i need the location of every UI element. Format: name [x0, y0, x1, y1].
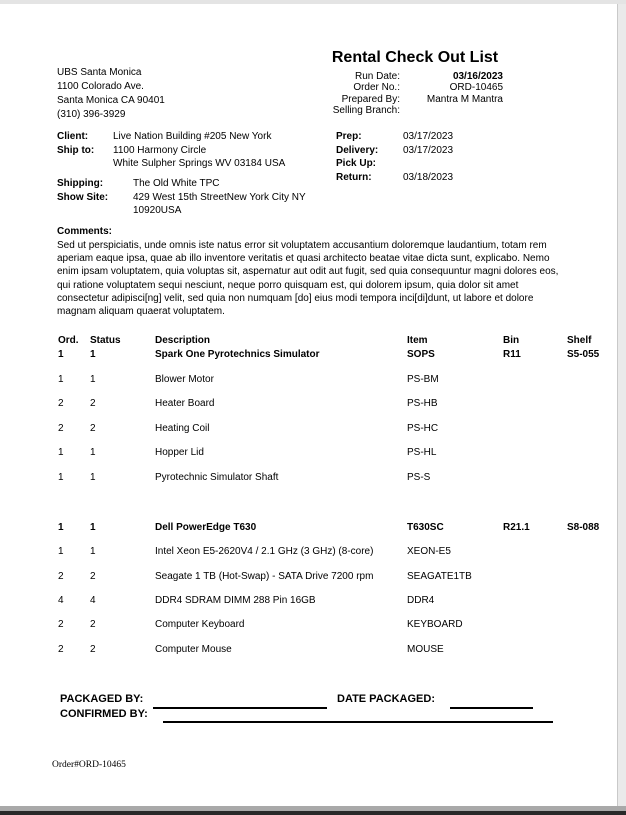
- table-header-row: [0, 335, 626, 348]
- selling-branch-label: Selling Branch:: [332, 105, 400, 117]
- order-no-label: Order No.:: [353, 82, 400, 94]
- cell-item: PS-HB: [407, 398, 438, 409]
- pick-up-label: Pick Up:: [336, 158, 377, 169]
- footer-order-ref: Order#ORD-10465: [52, 760, 126, 770]
- comments-text: Sed ut perspiciatis, unde omnis iste natus error sit voluptatem accusantium doloremque laudantium, totam rem aperiam eaque ipsa, quae ab illo inventore veritatis et quasi architecto beatae vitae dicta sunt, explicabo. Nemo enim ipsam voluptatem, quia voluptas sit, aspernatur aut odit aut fugit, sed quia consequuntur magni dolores eos, qui ratione voluptatem sequi nesciunt, neque porro quisquam est, qui dolorem ipsum, quia dolor sit amet consectetur adipisci[ng] velit, sed quia non numquam [do] eius modi tempora inci[di]dunt, ut labore et dolore magnam aliquam quaerat voluptatem.: [57, 240, 559, 318]
- delivery-label: Delivery:: [336, 144, 379, 156]
- cell-item: PS-S: [407, 472, 431, 483]
- table-row: [0, 398, 626, 411]
- company-address-line1: 1100 Colorado Ave.: [57, 81, 144, 92]
- cell-ord: 1: [58, 447, 64, 458]
- cell-status: 1: [90, 374, 96, 385]
- company-name: UBS Santa Monica: [57, 67, 142, 78]
- prep-label: Prep:: [336, 131, 362, 142]
- prepared-by-row: [300, 94, 503, 105]
- prepared-by-label: Prepared By:: [341, 93, 400, 105]
- cell-status: 1: [90, 349, 96, 360]
- cell-item: KEYBOARD: [407, 619, 463, 630]
- cell-item: PS-HC: [407, 423, 439, 434]
- cell-ord: 2: [58, 644, 64, 655]
- delivery-value: 03/17/2023: [403, 144, 454, 156]
- cell-status: 2: [90, 423, 96, 434]
- ship-to-row: [57, 144, 347, 158]
- cell-description: Heating Coil: [155, 423, 210, 434]
- viewer-bottom-bar: [0, 811, 626, 815]
- table-row: [0, 447, 626, 460]
- packaged-by-signature-line: [153, 707, 327, 709]
- cell-item: DDR4: [407, 595, 435, 606]
- cell-shelf: S5-055: [567, 349, 600, 360]
- cell-status: 1: [90, 546, 96, 557]
- run-date-label: Run Date:: [354, 71, 400, 82]
- cell-description: Dell PowerEdge T630: [155, 522, 257, 533]
- cell-ord: 1: [58, 522, 64, 533]
- cell-status: 1: [90, 447, 96, 458]
- cell-bin: R21.1: [503, 522, 530, 533]
- comments-label: Comments:: [57, 226, 113, 237]
- selling-branch-row: [300, 105, 503, 116]
- cell-description: Computer Mouse: [155, 644, 232, 655]
- run-date-value: 03/16/2023: [452, 71, 503, 82]
- date-packaged-label: DATE PACKAGED:: [337, 693, 435, 705]
- run-date-row: [300, 71, 503, 82]
- schedule-block: [336, 130, 516, 184]
- cell-description: Heater Board: [155, 398, 215, 409]
- cell-status: 1: [90, 522, 96, 533]
- header-ord: Ord.: [58, 335, 79, 346]
- return-value: 03/18/2023: [403, 171, 454, 183]
- order-meta-block: [300, 71, 503, 117]
- cell-description: Spark One Pyrotechnics Simulator: [155, 349, 320, 360]
- show-site-row: [57, 191, 377, 205]
- group-header-row: [0, 522, 626, 535]
- shipping-carrier: The Old White TPC: [133, 178, 220, 189]
- cell-ord: 2: [58, 619, 64, 630]
- table-row: [0, 374, 626, 387]
- pick-up-row: [336, 157, 516, 171]
- header-shelf: Shelf: [567, 335, 592, 346]
- order-no-value: ORD-10465: [449, 82, 503, 94]
- table-row: [0, 571, 626, 584]
- table-row: [0, 595, 626, 608]
- cell-ord: 1: [58, 374, 64, 385]
- cell-ord: 2: [58, 423, 64, 434]
- cell-item: XEON-E5: [407, 546, 451, 557]
- cell-ord: 2: [58, 571, 64, 582]
- prep-row: [336, 130, 516, 144]
- packaged-by-label: PACKAGED BY:: [60, 693, 144, 705]
- cell-ord: 4: [58, 595, 64, 606]
- client-label: Client:: [57, 131, 89, 142]
- cell-description: Blower Motor: [155, 374, 214, 385]
- cell-description: Pyrotechnic Simulator Shaft: [155, 472, 279, 483]
- order-no-row: [300, 82, 503, 93]
- cell-item: SEAGATE1TB: [407, 571, 472, 582]
- cell-description: DDR4 SDRAM DIMM 288 Pin 16GB: [155, 595, 316, 606]
- header-status: Status: [90, 335, 121, 346]
- ship-to-line2: White Sulpher Springs WV 03184 USA: [113, 158, 286, 169]
- date-packaged-line: [450, 707, 533, 709]
- selling-branch-value: [400, 105, 503, 116]
- cell-item: SOPS: [407, 349, 435, 360]
- cell-ord: 2: [58, 398, 64, 409]
- cell-description: Intel Xeon E5-2620V4 / 2.1 GHz (3 GHz) (8-core): [155, 546, 374, 557]
- shipping-block: [57, 177, 377, 218]
- show-site-line2: 10920USA: [133, 205, 182, 216]
- cell-ord: 1: [58, 546, 64, 557]
- cell-ord: 1: [58, 472, 64, 483]
- cell-bin: R11: [503, 349, 521, 360]
- shipping-label: Shipping:: [57, 178, 104, 189]
- viewer-top-margin: [0, 0, 626, 4]
- cell-ord: 1: [58, 349, 64, 360]
- cell-description: Hopper Lid: [155, 447, 204, 458]
- cell-item: MOUSE: [407, 644, 444, 655]
- show-site-row2: [57, 204, 377, 218]
- table-row: [0, 472, 626, 485]
- cell-item: T630SC: [407, 522, 444, 533]
- ship-to-row2: [57, 157, 347, 171]
- show-site-line1: 429 West 15th StreetNew York City NY: [133, 191, 306, 203]
- cell-status: 4: [90, 595, 96, 606]
- group-header-row: [0, 349, 626, 362]
- cell-shelf: S8-088: [567, 522, 600, 533]
- cell-item: PS-HL: [407, 447, 437, 458]
- confirmed-by-label: CONFIRMED BY:: [60, 708, 148, 720]
- prep-value: 03/17/2023: [403, 131, 454, 142]
- show-site-label: Show Site:: [57, 191, 109, 203]
- client-row: [57, 130, 347, 144]
- table-row: [0, 644, 626, 657]
- shipping-row: [57, 177, 377, 191]
- company-phone: (310) 396-3929: [57, 109, 126, 120]
- cell-status: 2: [90, 619, 96, 630]
- cell-status: 2: [90, 571, 96, 582]
- document-title: Rental Check Out List: [331, 49, 499, 66]
- cell-description: Seagate 1 TB (Hot-Swap) - SATA Drive 7200 rpm: [155, 571, 374, 582]
- table-row: [0, 546, 626, 559]
- client-name: Live Nation Building #205 New York: [113, 131, 272, 142]
- confirmed-by-signature-line: [163, 721, 553, 723]
- table-row: [0, 423, 626, 436]
- return-label: Return:: [336, 171, 372, 183]
- delivery-row: [336, 144, 516, 158]
- cell-status: 1: [90, 472, 96, 483]
- cell-status: 2: [90, 644, 96, 655]
- prepared-by-value: Mantra M Mantra: [426, 93, 503, 105]
- cell-status: 2: [90, 398, 96, 409]
- header-description: Description: [155, 335, 211, 346]
- cell-description: Computer Keyboard: [155, 619, 245, 630]
- header-item: Item: [407, 335, 428, 346]
- cell-item: PS-BM: [407, 374, 439, 385]
- ship-to-label: Ship to:: [57, 144, 95, 156]
- company-address-line2: Santa Monica CA 90401: [57, 95, 165, 106]
- header-bin: Bin: [503, 335, 520, 346]
- ship-to-line1: 1100 Harmony Circle: [113, 144, 207, 156]
- client-block: [57, 130, 347, 171]
- table-row: [0, 619, 626, 632]
- company-block: [57, 66, 165, 122]
